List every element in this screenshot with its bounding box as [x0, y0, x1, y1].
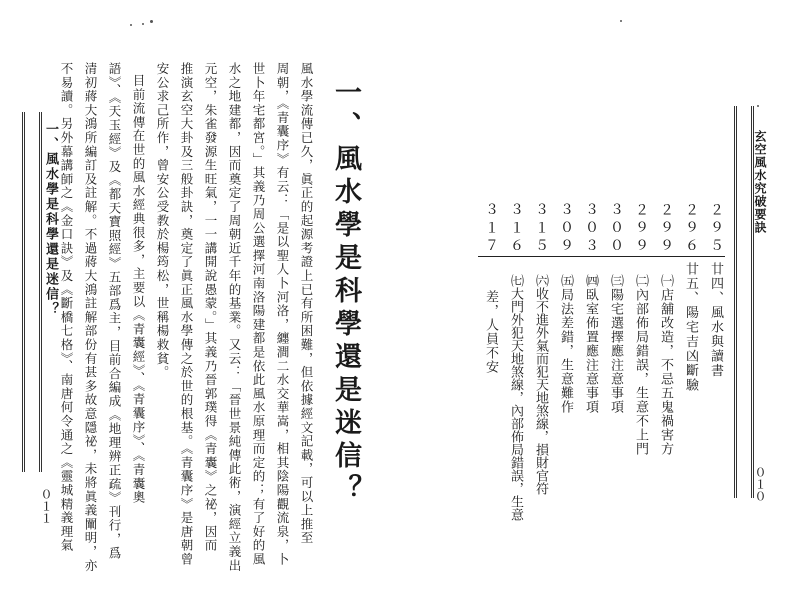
toc-page-number: ３１６	[508, 202, 524, 256]
toc-page-number: ３１５	[533, 202, 549, 256]
toc-entry: ㈣臥室佈置應注意事項	[583, 274, 598, 414]
body-column: 風水學流傳已久，眞正的起源考證上已有所困難，但依據經文記載，可以上推至	[299, 62, 314, 545]
body-column: 水之地建都，因而奠定了周朝近千年的基業。又云：「晉世景純傳此術，演經立義出	[227, 62, 242, 573]
body-column: 安公求己所作，曾安公受教於楊筠松，世稱楊救貧。	[155, 62, 170, 380]
left-header-bar	[22, 112, 42, 472]
toc-page-number: ３０９	[558, 202, 574, 256]
scan-speck	[142, 23, 144, 25]
body-column: 周朝，《青囊序》有云：「是以聖人卜河洛，纏澗二水交華嵩，相其陰陽觀流泉，卜	[275, 62, 290, 567]
body-column: 語》、《天玉經》及《都天寶照經》五部爲主，目前合編成《地理辨正疏》刊行，爲	[107, 62, 122, 561]
body-column: 元空，朱雀發源生旺氣，一一講開說愚蒙。」其義乃晉郭璞得《青囊》之祕，因而	[203, 62, 218, 553]
toc-page-number: ３００	[608, 202, 624, 256]
toc-entry: ㈤局法差錯，生意難作	[558, 274, 573, 414]
body-column: 世卜年宅都宮。」其義乃周公選擇河南洛陽建都是依此風水原理而定的；有了好的風	[251, 62, 266, 567]
body-column: 目前流傳在世的風水經典很多，主要以《青囊經》、《青囊序》、《青囊奧	[131, 74, 146, 505]
toc-entry: 廿四、風水與讀書	[708, 262, 723, 378]
toc-divider	[478, 256, 725, 257]
toc-page-number: ３１７	[483, 202, 499, 256]
scan-speck	[150, 20, 153, 23]
body-column: 推演玄空大卦及三般卦訣，奠定了眞正風水學傳之於世的根基。《青囊序》是唐朝曾	[179, 62, 194, 567]
right-header-bar	[734, 106, 754, 498]
toc-entry: ㈦大門外犯天地煞線，內部佈局錯誤，生意	[508, 274, 523, 521]
toc-entry: 廿五、陽宅吉凶斷驗	[683, 262, 698, 393]
right-page-number: ０１０	[753, 466, 767, 502]
toc-entry: ㈡內部佈局錯誤，生意不上門	[633, 274, 648, 456]
chapter-title: 一、風水學是科學還是迷信？	[330, 78, 361, 507]
toc-entry: ㈠店舖改造，不忌五鬼禍害方	[658, 274, 673, 456]
toc-page-number: ２９９	[658, 202, 674, 256]
toc-entry: ㈥收不進外氣而犯天地煞線，損財官符	[533, 274, 548, 495]
toc-entry: ㈢陽宅選擇應注意事項	[608, 274, 623, 414]
scan-speck	[757, 105, 759, 107]
toc-page-number: ２９６	[683, 202, 699, 256]
left-running-header: 一、風水學是科學還是迷信？	[43, 122, 58, 317]
toc-entry: 差，人員不安	[483, 290, 498, 374]
scan-speck	[130, 24, 132, 26]
toc-page-number: ３０３	[583, 202, 599, 256]
toc-page-number: ２９９	[633, 202, 649, 256]
left-page-number: ０１１	[39, 488, 53, 524]
toc-page-number: ２９５	[708, 202, 724, 256]
body-column: 清初蔣大鴻所編訂及註解。不過蔣大鴻註解部份有甚多故意隱祕，未將眞義闡明，亦	[83, 62, 98, 573]
body-column: 不易讀。另外幕講師之《金口訣》及《斷橋七格》、南唐何令通之《靈城精義理氣	[59, 62, 74, 553]
scan-speck	[620, 20, 622, 22]
right-running-header: 玄空風水究破要訣	[753, 130, 767, 234]
